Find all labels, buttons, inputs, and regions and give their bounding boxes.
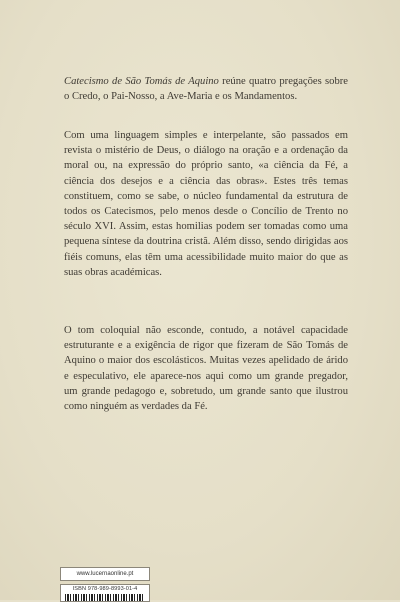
book-title: Catecismo de São Tomás de Aquino: [64, 76, 219, 87]
closing-paragraph: O tom coloquial não esconde, contudo, a notável capacidade estruturante e a exigência de rigor que fizeram de São Tomás de Aquino o maior dos escolásticos. Muitas vezes apelidado de árido e especulativo, ele aparece-nos aqui como um grande pregador, um grande pedagogo e, sobretudo, um grande santo que ilustrou como ninguém as verdades da Fé.: [64, 325, 348, 413]
publisher-website: www.lucernaonline.pt: [60, 567, 150, 581]
barcode-label: [60, 584, 150, 602]
description-paragraph: Com uma linguagem simples e interpelante, são passados em revista o mistério de Deus, o diálogo na oração e a ordenação da moral ou, na expressão do próprio santo, «a ciência da Fé, a ciência dos desejos e a ciência das obras». Estes três temas constituem, como se sabe, o núcleo fundamental da estrutura de todos os Catecismos, pelo menos desde o Concílio de Trento no século XVI. Assim, estas homilias podem ser tomadas como uma pequena síntese da doutrina cristã. Além disso, sendo dirigidas aos fiéis comuns, elas têm uma acessibilidade muito maior do que as suas obras académicas.: [64, 130, 348, 278]
intro-text: reúne quatro pregações sobre o Credo, o Pai-Nosso, a Ave-Maria e os Mandamentos.: [64, 76, 348, 103]
isbn-number: ISBN 978-989-8993-01-4: [72, 586, 138, 592]
intro-paragraph: [64, 74, 348, 104]
